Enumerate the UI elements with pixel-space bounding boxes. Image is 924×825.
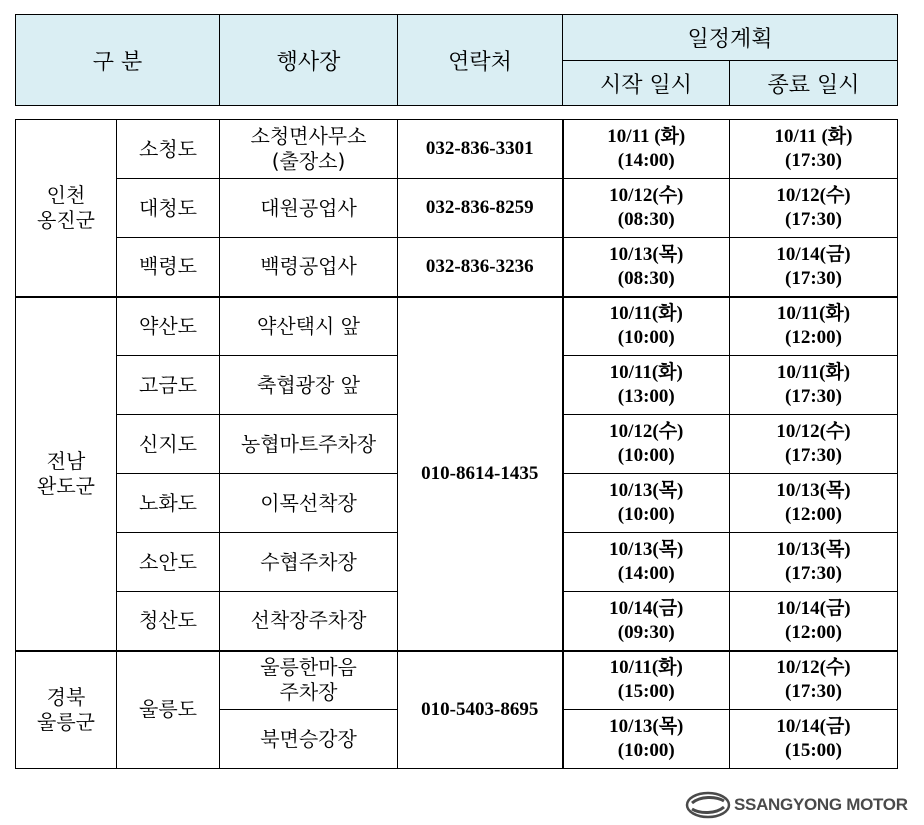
start-cell: 10/14(금) (09:30) <box>563 592 730 651</box>
island-cell: 백령도 <box>117 238 220 297</box>
phone-cell: 032-836-8259 <box>398 179 563 238</box>
header-contact: 연락처 <box>398 15 563 106</box>
table-row <box>16 238 898 297</box>
region-cell: 전남 완도군 <box>16 297 117 651</box>
logo-text: SSANGYONG MOTOR <box>734 795 908 814</box>
table-row <box>16 297 898 356</box>
header-start: 시작 일시 <box>563 61 730 106</box>
header-end: 종료 일시 <box>730 61 898 106</box>
venue-cell: 백령공업사 <box>220 238 398 297</box>
end-cell: 10/13(목) (12:00) <box>730 474 898 533</box>
table-row <box>16 120 898 179</box>
ssangyong-emblem-icon <box>684 789 732 821</box>
header-schedule: 일정계획 <box>563 15 898 61</box>
island-cell: 소안도 <box>117 533 220 592</box>
venue-cell: 대원공업사 <box>220 179 398 238</box>
start-cell: 10/11(화) (15:00) <box>563 651 730 710</box>
start-cell: 10/11 (화) (14:00) <box>563 120 730 179</box>
start-cell: 10/11(화) (13:00) <box>563 356 730 415</box>
island-cell: 청산도 <box>117 592 220 651</box>
venue-cell: 울릉한마음 주차장 <box>220 651 398 710</box>
end-cell: 10/14(금) (15:00) <box>730 710 898 769</box>
island-cell: 고금도 <box>117 356 220 415</box>
end-cell: 10/13(목) (17:30) <box>730 533 898 592</box>
table-row <box>16 179 898 238</box>
end-cell: 10/11 (화) (17:30) <box>730 120 898 179</box>
region-cell: 경북 울릉군 <box>16 651 117 769</box>
island-cell: 노화도 <box>117 474 220 533</box>
phone-cell: 032-836-3236 <box>398 238 563 297</box>
start-cell: 10/13(목) (10:00) <box>563 474 730 533</box>
phone-cell: 010-8614-1435 <box>398 297 563 651</box>
start-cell: 10/13(목) (14:00) <box>563 533 730 592</box>
end-cell: 10/11(화) (17:30) <box>730 356 898 415</box>
start-cell: 10/12(수) (08:30) <box>563 179 730 238</box>
venue-cell: 이목선착장 <box>220 474 398 533</box>
header-category: 구 분 <box>16 15 220 106</box>
end-cell: 10/12(수) (17:30) <box>730 415 898 474</box>
phone-cell: 032-836-3301 <box>398 120 563 179</box>
island-cell: 신지도 <box>117 415 220 474</box>
header-venue: 행사장 <box>220 15 398 106</box>
schedule-table <box>15 119 898 769</box>
end-cell: 10/14(금) (17:30) <box>730 238 898 297</box>
venue-cell: 소청면사무소 (출장소) <box>220 120 398 179</box>
end-cell: 10/12(수) (17:30) <box>730 179 898 238</box>
venue-cell: 수협주차장 <box>220 533 398 592</box>
start-cell: 10/11(화) (10:00) <box>563 297 730 356</box>
start-cell: 10/12(수) (10:00) <box>563 415 730 474</box>
start-cell: 10/13(목) (08:30) <box>563 238 730 297</box>
schedule-header <box>15 14 898 106</box>
island-cell: 소청도 <box>117 120 220 179</box>
island-cell: 대청도 <box>117 179 220 238</box>
venue-cell: 축협광장 앞 <box>220 356 398 415</box>
venue-cell: 약산택시 앞 <box>220 297 398 356</box>
region-cell: 인천 옹진군 <box>16 120 117 297</box>
island-cell: 약산도 <box>117 297 220 356</box>
venue-cell: 선착장주차장 <box>220 592 398 651</box>
venue-cell: 농협마트주차장 <box>220 415 398 474</box>
end-cell: 10/12(수) (17:30) <box>730 651 898 710</box>
table-row <box>16 651 898 710</box>
venue-cell: 북면승강장 <box>220 710 398 769</box>
end-cell: 10/14(금) (12:00) <box>730 592 898 651</box>
end-cell: 10/11(화) (12:00) <box>730 297 898 356</box>
island-cell: 울릉도 <box>117 651 220 769</box>
phone-cell: 010-5403-8695 <box>398 651 563 769</box>
start-cell: 10/13(목) (10:00) <box>563 710 730 769</box>
